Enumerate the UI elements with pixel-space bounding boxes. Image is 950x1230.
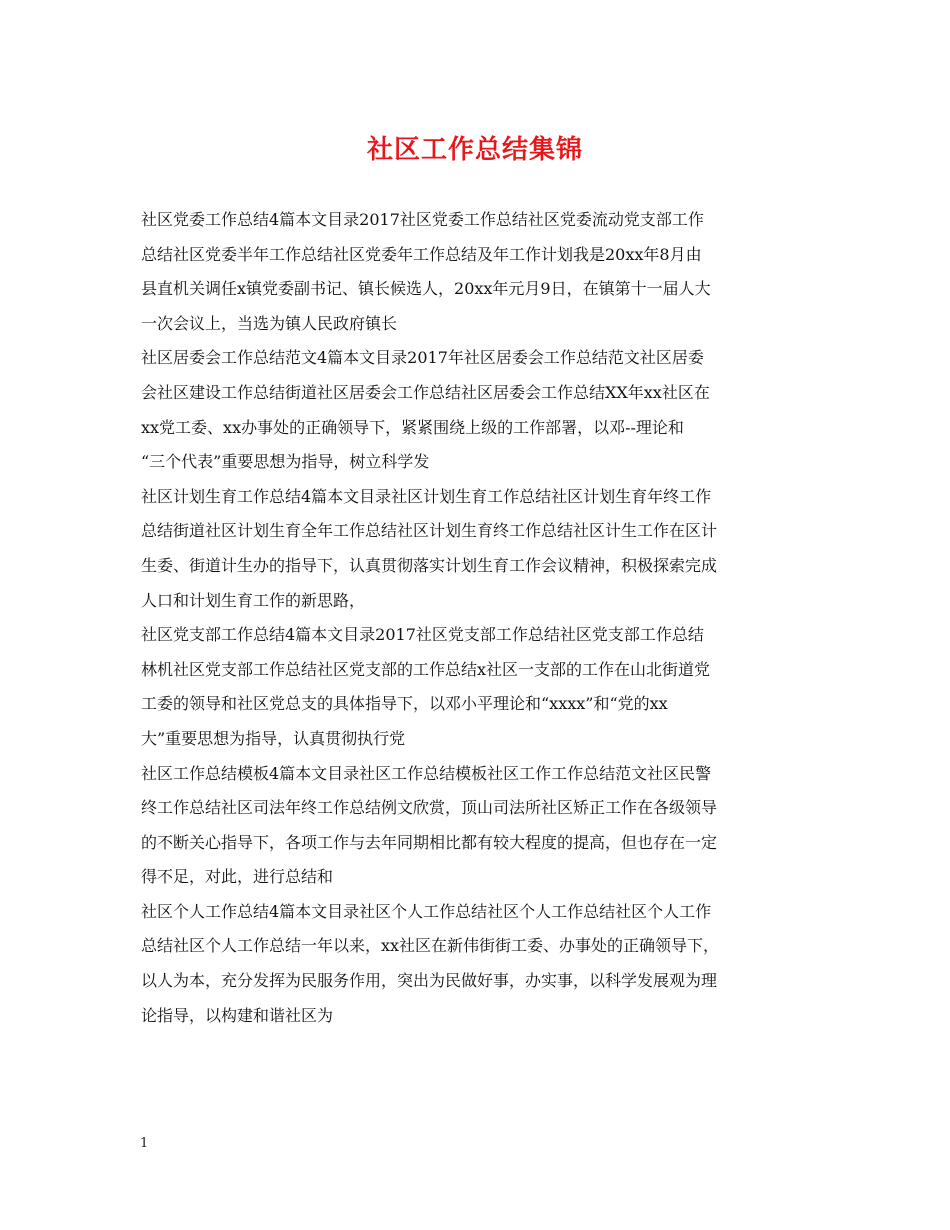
body-line: 论指导，以构建和谐社区为	[141, 1005, 334, 1025]
body-line: 人口和计划生育工作的新思路，	[141, 590, 366, 610]
body-line: 的不断关心指导下，各项工作与去年同期相比都有较大程度的提高，但也存在一定	[141, 832, 718, 852]
body-line: 社区工作总结模板4篇本文目录社区工作总结模板社区工作工作总结范文社区民警	[141, 763, 712, 783]
body-line: xx党工委、xx办事处的正确领导下，紧紧围绕上级的工作部署，以邓--理论和	[141, 417, 684, 437]
body-line: 社区党委工作总结4篇本文目录2017社区党委工作总结社区党委流动党支部工作	[141, 210, 704, 229]
document-body	[141, 203, 813, 1033]
body-line: 社区个人工作总结4篇本文目录社区个人工作总结社区个人工作总结社区个人工作	[141, 901, 712, 921]
body-line: 社区计划生育工作总结4篇本文目录社区计划生育工作总结社区计划生育年终工作	[141, 486, 712, 506]
document-title: 社区工作总结集锦	[366, 135, 583, 165]
body-line: 林机社区党支部工作总结社区党支部的工作总结x社区一支部的工作在山北街道党	[141, 659, 711, 679]
body-line: 社区居委会工作总结范文4篇本文目录2017年社区居委会工作总结范文社区居委	[141, 348, 704, 368]
body-line: “三个代表”重要思想为指导，树立科学发	[141, 452, 430, 472]
body-line: 社区党支部工作总结4篇本文目录2017社区党支部工作总结社区党支部工作总结	[141, 625, 704, 645]
body-line: 大”重要思想为指导，认真贯彻执行党	[141, 728, 406, 748]
body-line: 以人为本，充分发挥为民服务作用，突出为民做好事，办实事，以科学发展观为理	[141, 971, 718, 991]
body-line: 总结社区个人工作总结一年以来，xx社区在新伟街街工委、办事处的正确领导下，	[141, 936, 720, 956]
body-line: 一次会议上，当选为镇人民政府镇长	[141, 313, 398, 333]
body-line: 会社区建设工作总结街道社区居委会工作总结社区居委会工作总结XX年xx社区在	[141, 382, 710, 402]
body-line: 总结街道社区计划生育全年工作总结社区计划生育终工作总结社区计生工作在区计	[141, 521, 718, 541]
body-line: 县直机关调任x镇党委副书记、镇长候选人，20xx年元月9日，在镇第十一届人大	[141, 279, 711, 299]
body-line: 终工作总结社区司法年终工作总结例文欣赏，顶山司法所社区矫正工作在各级领导	[141, 798, 718, 818]
body-line: 生委、街道计生办的指导下，认真贯彻落实计划生育工作会议精神，积极探索完成	[141, 555, 718, 575]
body-line: 得不足，对此，进行总结和	[141, 867, 334, 887]
body-line: 总结社区党委半年工作总结社区党委年工作总结及年工作计划我是20xx年8月由	[141, 244, 702, 264]
page-number: 1	[140, 1136, 149, 1151]
body-line: 工委的领导和社区党总支的具体指导下，以邓小平理论和“xxxx”和“党的xx	[141, 694, 668, 714]
